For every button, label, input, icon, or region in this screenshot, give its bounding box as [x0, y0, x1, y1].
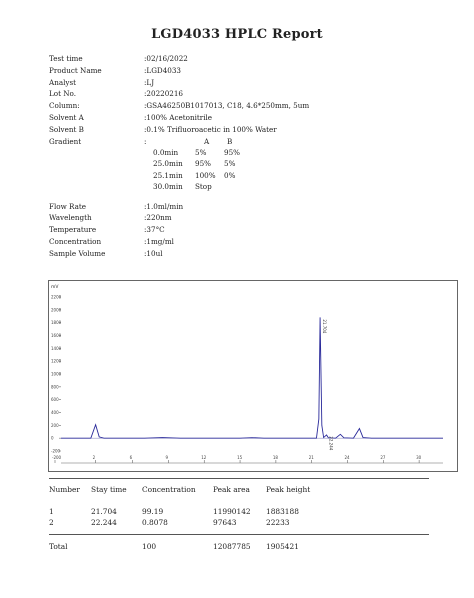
info-label: Test time: [49, 54, 83, 63]
x-tick-label: 12: [201, 455, 207, 460]
x-tick-label: 18: [272, 455, 278, 460]
y-unit-label: mV: [51, 285, 59, 290]
results-top-rule: [49, 478, 429, 479]
table-cell: 21.704: [91, 507, 117, 516]
results-total-rule: [49, 534, 429, 535]
table-cell: 22233: [266, 518, 290, 527]
gradient-time: 0.0min: [153, 148, 179, 157]
info-value: :220nm: [144, 213, 172, 223]
info-label: Concentration: [49, 237, 102, 246]
info-value: :20220216: [144, 89, 184, 99]
gradient-b: 5%: [224, 159, 236, 169]
y-tick-label: -200: [51, 448, 61, 454]
table-cell: 97643: [213, 518, 237, 527]
y-tick-label: 1600: [51, 333, 62, 338]
chromatogram-chart: [48, 280, 458, 472]
total-cell: 100: [142, 542, 157, 551]
y-tick-label: 1000: [51, 371, 62, 377]
y-tick-label: 1800: [51, 320, 62, 326]
column-header: Concentration: [142, 485, 196, 494]
gradient-b: 0%: [224, 170, 236, 180]
peak-label: 21.704: [322, 319, 328, 334]
column-header: Stay time: [91, 485, 127, 494]
info-label: Product Name: [49, 65, 102, 75]
info-label: Solvent B: [49, 124, 84, 134]
info-value: :1mg/ml: [144, 237, 174, 246]
x-tick-label: -200: [52, 455, 62, 460]
table-cell: 22.244: [91, 518, 117, 527]
y-tick-label: 0: [51, 435, 54, 441]
gradient-header-a: A: [204, 136, 210, 146]
x-tick-label: 6: [129, 455, 133, 460]
table-cell: 2: [49, 518, 54, 527]
info-value: :100% Acetonitrile: [144, 113, 213, 122]
y-tick-label: 1400: [51, 345, 62, 351]
total-cell: Total: [49, 542, 68, 551]
info-label: Lot No.: [49, 89, 77, 99]
info-label: Flow Rate: [49, 201, 87, 211]
y-tick-label: 400: [51, 410, 59, 415]
table-cell: 11990142: [213, 507, 251, 516]
x-tick-label: 30: [416, 455, 422, 460]
info-label: Wavelength: [49, 213, 92, 223]
info-label: Temperature: [49, 225, 97, 235]
x-tick-label: 24: [344, 455, 350, 460]
column-header: Peak area: [213, 485, 250, 494]
gradient-time: 25.0min: [153, 159, 183, 169]
table-cell: 1883188: [266, 507, 299, 516]
x-tick-label: 15: [237, 455, 243, 460]
y-tick-label: 600: [51, 397, 59, 403]
gradient-a: Stop: [195, 182, 212, 192]
gradient-a: 95%: [195, 159, 211, 169]
info-label: Solvent A: [49, 113, 84, 122]
info-value: :: [144, 136, 147, 146]
gradient-b: 95%: [224, 148, 240, 157]
info-value: :37°C: [144, 225, 165, 235]
report-title: LGD4033 HPLC Report: [151, 27, 323, 42]
y-tick-label: 1200: [51, 358, 62, 364]
column-header: Peak height: [266, 485, 311, 494]
y-tick-label: 200: [51, 422, 59, 428]
info-label: Gradient: [49, 136, 82, 146]
info-value: :LJ: [144, 77, 155, 87]
table-cell: 0.8078: [142, 518, 168, 527]
chromatogram-svg: [49, 281, 457, 471]
info-label: Analyst: [49, 77, 77, 87]
gradient-time: 25.1min: [153, 170, 183, 180]
info-label: Column:: [49, 101, 80, 111]
table-cell: 1: [49, 507, 54, 516]
info-label: Sample Volume: [49, 248, 106, 258]
total-cell: 12087785: [213, 542, 251, 551]
x-tick-label: 27: [380, 455, 386, 460]
peak-label: 22.244: [328, 436, 334, 451]
y-tick-label: 2200: [51, 294, 62, 300]
total-cell: 1905421: [266, 542, 299, 551]
chromatogram-trace: [61, 317, 443, 438]
gradient-a: 5%: [195, 148, 207, 157]
x-tick-label: 2: [92, 455, 96, 460]
x-tick-label: 21: [308, 455, 314, 460]
x-tick-label: 9: [165, 455, 168, 460]
info-value: :0.1% Trifluoroacetic in 100% Water: [144, 124, 277, 134]
info-value: :LGD4033: [144, 65, 181, 75]
info-value: :10ul: [144, 248, 163, 258]
gradient-a: 100%: [195, 170, 216, 180]
y-tick-label: 2000: [51, 307, 62, 313]
y-tick-label: 800: [51, 384, 59, 390]
table-cell: 99.19: [142, 507, 164, 516]
info-value: :GSA46250B1017013, C18, 4.6*250mm, 5um: [144, 101, 310, 111]
info-value: :02/16/2022: [144, 54, 188, 63]
column-header: Number: [49, 485, 80, 494]
gradient-time: 30.0min: [153, 182, 183, 192]
gradient-header-b: B: [227, 136, 233, 146]
info-value: :1.0ml/min: [144, 201, 184, 211]
